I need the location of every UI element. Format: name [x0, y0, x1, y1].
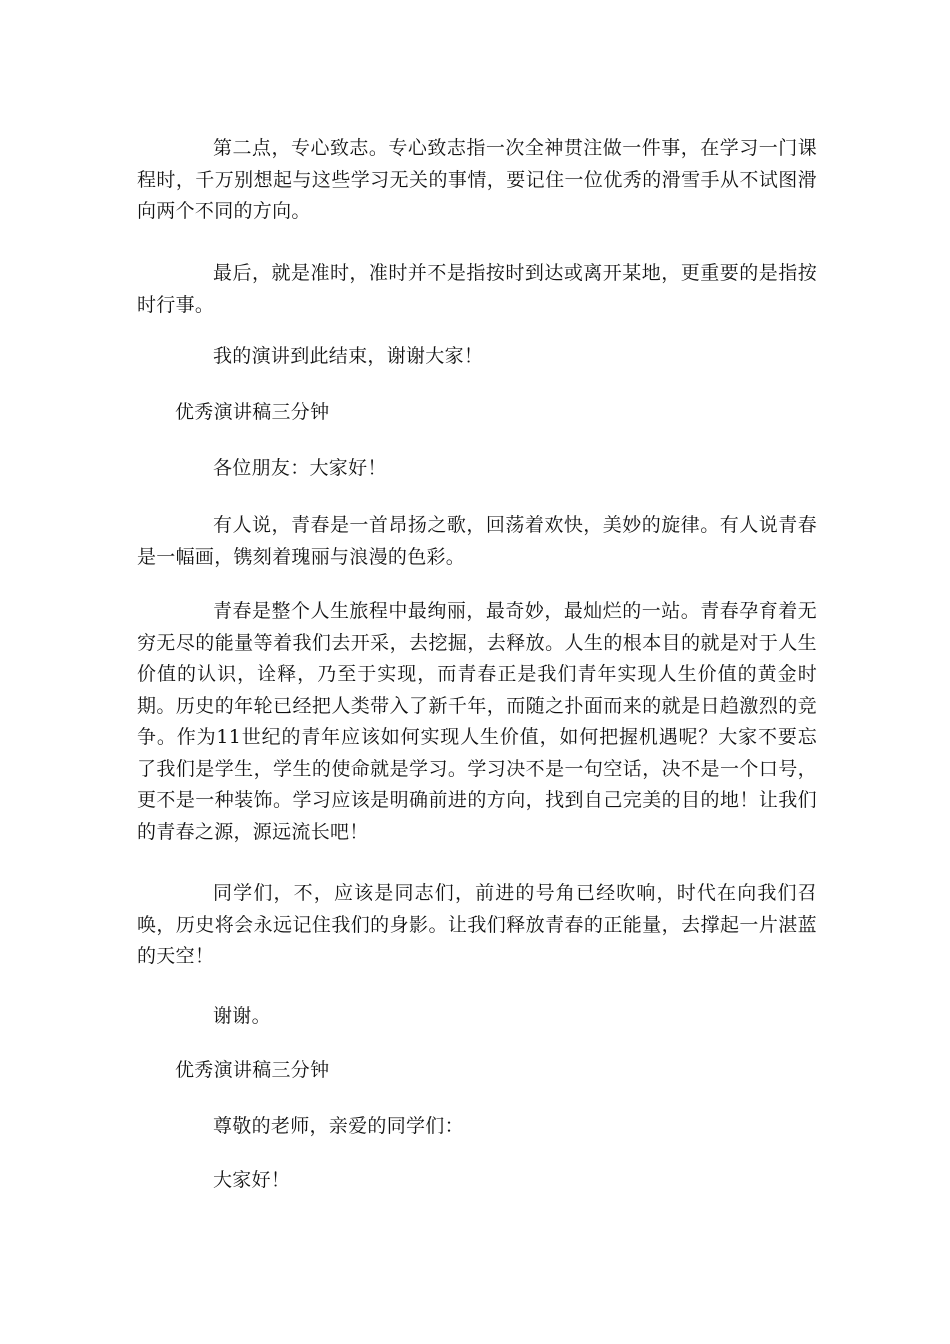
paragraph-thanks: 谢谢。	[213, 1005, 271, 1027]
paragraph-salutation: 尊敬的老师，亲爱的同学们：	[213, 1115, 464, 1137]
paragraph-call-to-action: 同学们，不，应该是同志们，前进的号角已经吹响，时代在向我们召唤，历史将会永远记住我们的身影。让我们释放青春的正能量，去撑起一片湛蓝的天空！	[137, 882, 817, 967]
section-title: 优秀演讲稿三分钟	[175, 401, 330, 423]
paragraph-greeting: 各位朋友：大家好！	[213, 457, 387, 479]
paragraph-youth-song: 有人说，青春是一首昂扬之歌，回荡着欢快，美妙的旋律。有人说青春是一幅画，镌刻着瑰丽与浪漫的色彩。	[137, 514, 817, 568]
paragraph-focus: 第二点，专心致志。专心致志指一次全神贯注做一件事，在学习一门课程时，千万别想起与这些学习无关的事情，要记住一位优秀的滑雪手从不试图滑向两个不同的方向。	[137, 137, 817, 222]
paragraph-youth-journey: 青春是整个人生旅程中最绚丽，最奇妙，最灿烂的一站。青春孕育着无穷无尽的能量等着我们去开采，去挖掘，去释放。人生的根本目的就是对于人生价值的认识，诠释，乃至于实现，而青春正是我们青年实现人生价值的黄金时期。历史的年轮已经把人类带入了新千年，而随之扑面而来的就是日趋激烈的竞争。作为11世纪的青年应该如何实现人生价值，如何把握机遇呢？大家不要忘了我们是学生，学生的使命就是学习。学习决不是一句空话，决不是一个口号，更不是一种装饰。学习应该是明确前进的方向，找到自己完美的目的地！让我们的青春之源，源远流长吧！	[137, 600, 817, 843]
paragraph-hello: 大家好！	[213, 1169, 291, 1191]
section-title: 优秀演讲稿三分钟	[175, 1059, 330, 1081]
paragraph-punctuality: 最后，就是准时，准时并不是指按时到达或离开某地，更重要的是指按时行事。	[137, 262, 817, 316]
paragraph-closing: 我的演讲到此结束，谢谢大家！	[213, 345, 484, 367]
